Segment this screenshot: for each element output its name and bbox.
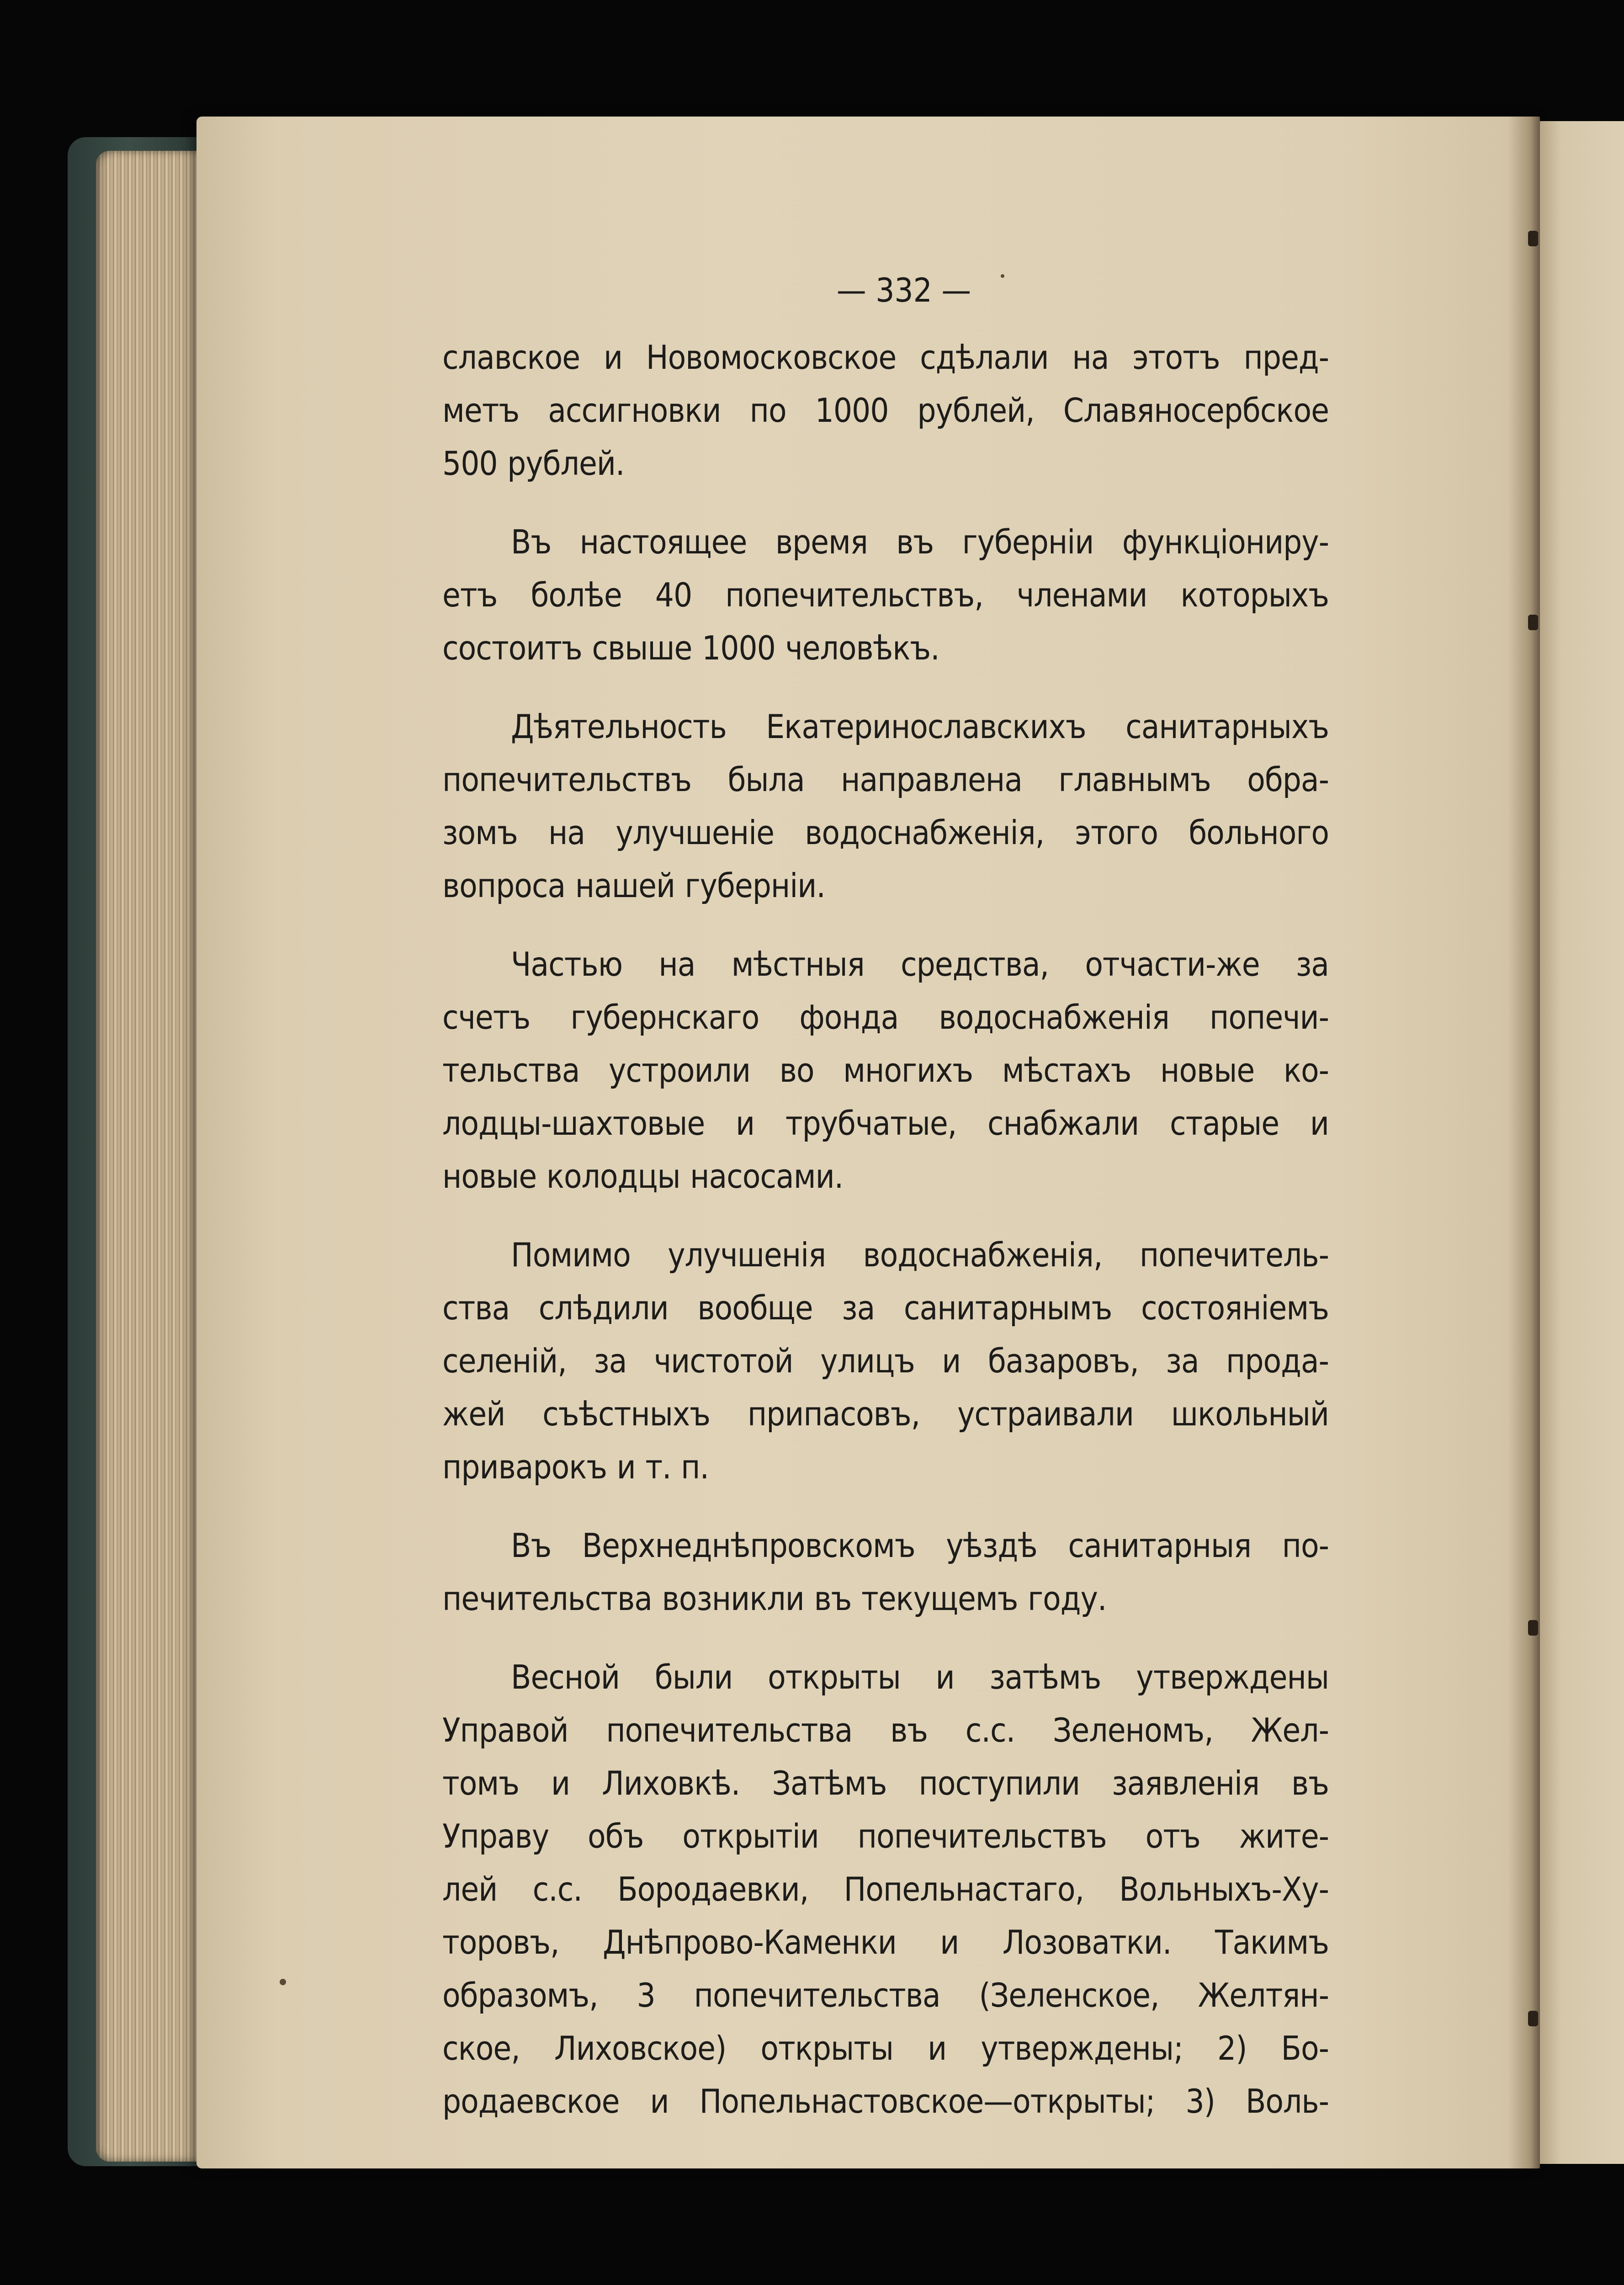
text-line: торовъ, Днѣпрово-Каменки и Лозоватки. Такимъ (442, 1923, 1329, 1961)
paragraph (442, 1519, 1329, 1625)
text-line: метъ ассигновки по 1000 рублей, Славяносербское (442, 391, 1329, 430)
text-line: Въ Верхнеднѣпровскомъ уѣздѣ санитарныя по- (511, 1526, 1329, 1565)
text-line: зомъ на улучшеніе водоснабженія, этого больного (442, 813, 1329, 852)
text-line: тельства устроили во многихъ мѣстахъ новые ко- (442, 1051, 1329, 1089)
paragraph (442, 700, 1329, 912)
text-line: Частью на мѣстныя средства, отчасти-же за (511, 945, 1329, 983)
binding-stitch-mark (1528, 615, 1538, 630)
text-line: вопроса нашей губерніи. (442, 866, 825, 905)
paragraph (442, 515, 1329, 675)
text-line: ское, Лиховское) открыты и утверждены; 2) Бо- (442, 2029, 1329, 2067)
paragraph (442, 938, 1329, 1203)
paragraph (442, 1651, 1329, 2128)
paragraphs (442, 331, 1329, 2128)
text-line: Управой попечительства въ с.с. Зеленомъ, Жел- (442, 1711, 1329, 1749)
text-line: Весной были открыты и затѣмъ утверждены (511, 1658, 1329, 1696)
text-line: етъ болѣе 40 попечительствъ, членами которыхъ (442, 576, 1329, 614)
binding-stitch-mark (1528, 1620, 1538, 1636)
text-line: томъ и Лиховкѣ. Затѣмъ поступили заявленія въ (442, 1764, 1329, 1802)
text-line: жей съѣстныхъ припасовъ, устраивали школьный (442, 1395, 1329, 1433)
text-line: состоитъ свыше 1000 человѣкъ. (442, 629, 939, 667)
text-line: счетъ губернскаго фонда водоснабженія попечи- (442, 998, 1329, 1036)
text-line: Въ настоящее время въ губерніи функціониру- (511, 523, 1329, 561)
page-gutter-shadow (1508, 117, 1540, 2168)
binding-stitch-mark (1528, 231, 1538, 246)
text-line: 500 рублей. (442, 444, 625, 483)
text-line: печительства возникли въ текущемъ году. (442, 1579, 1107, 1618)
text-line: Управу объ открытіи попечительствъ отъ жите- (442, 1817, 1329, 1855)
paragraph (442, 1228, 1329, 1493)
text-line: родаевское и Попельнастовское—открыты; 3) Воль- (442, 2082, 1329, 2120)
text-line: ства слѣдили вообще за санитарнымъ состояніемъ (442, 1289, 1329, 1327)
page-number: — 332 — (836, 271, 971, 309)
text-line: лодцы-шахтовые и трубчатые, снабжали старые и (442, 1104, 1329, 1142)
page-text-block (442, 265, 1329, 2153)
text-line: Помимо улучшенія водоснабженія, попечитель- (511, 1236, 1329, 1274)
text-line: приварокъ и т. п. (442, 1448, 709, 1486)
text-line: образомъ, 3 попечительства (Зеленское, Желтян- (442, 1976, 1329, 2014)
paragraph (442, 331, 1329, 490)
text-line: селеній, за чистотой улицъ и базаровъ, за прода- (442, 1342, 1329, 1380)
paper-spot (280, 1979, 286, 1985)
text-line: новые колодцы насосами. (442, 1157, 844, 1196)
text-line: лей с.с. Бородаевки, Попельнастаго, Вольныхъ-Ху- (442, 1870, 1329, 1908)
text-line: Дѣятельность Екатеринославскихъ санитарныхъ (511, 707, 1329, 746)
next-page-edge (1540, 121, 1624, 2164)
text-line: славское и Новомосковское сдѣлали на этотъ пред- (442, 338, 1329, 377)
binding-stitch-mark (1528, 2011, 1538, 2026)
text-line: попечительствъ была направлена главнымъ обра- (442, 760, 1329, 799)
